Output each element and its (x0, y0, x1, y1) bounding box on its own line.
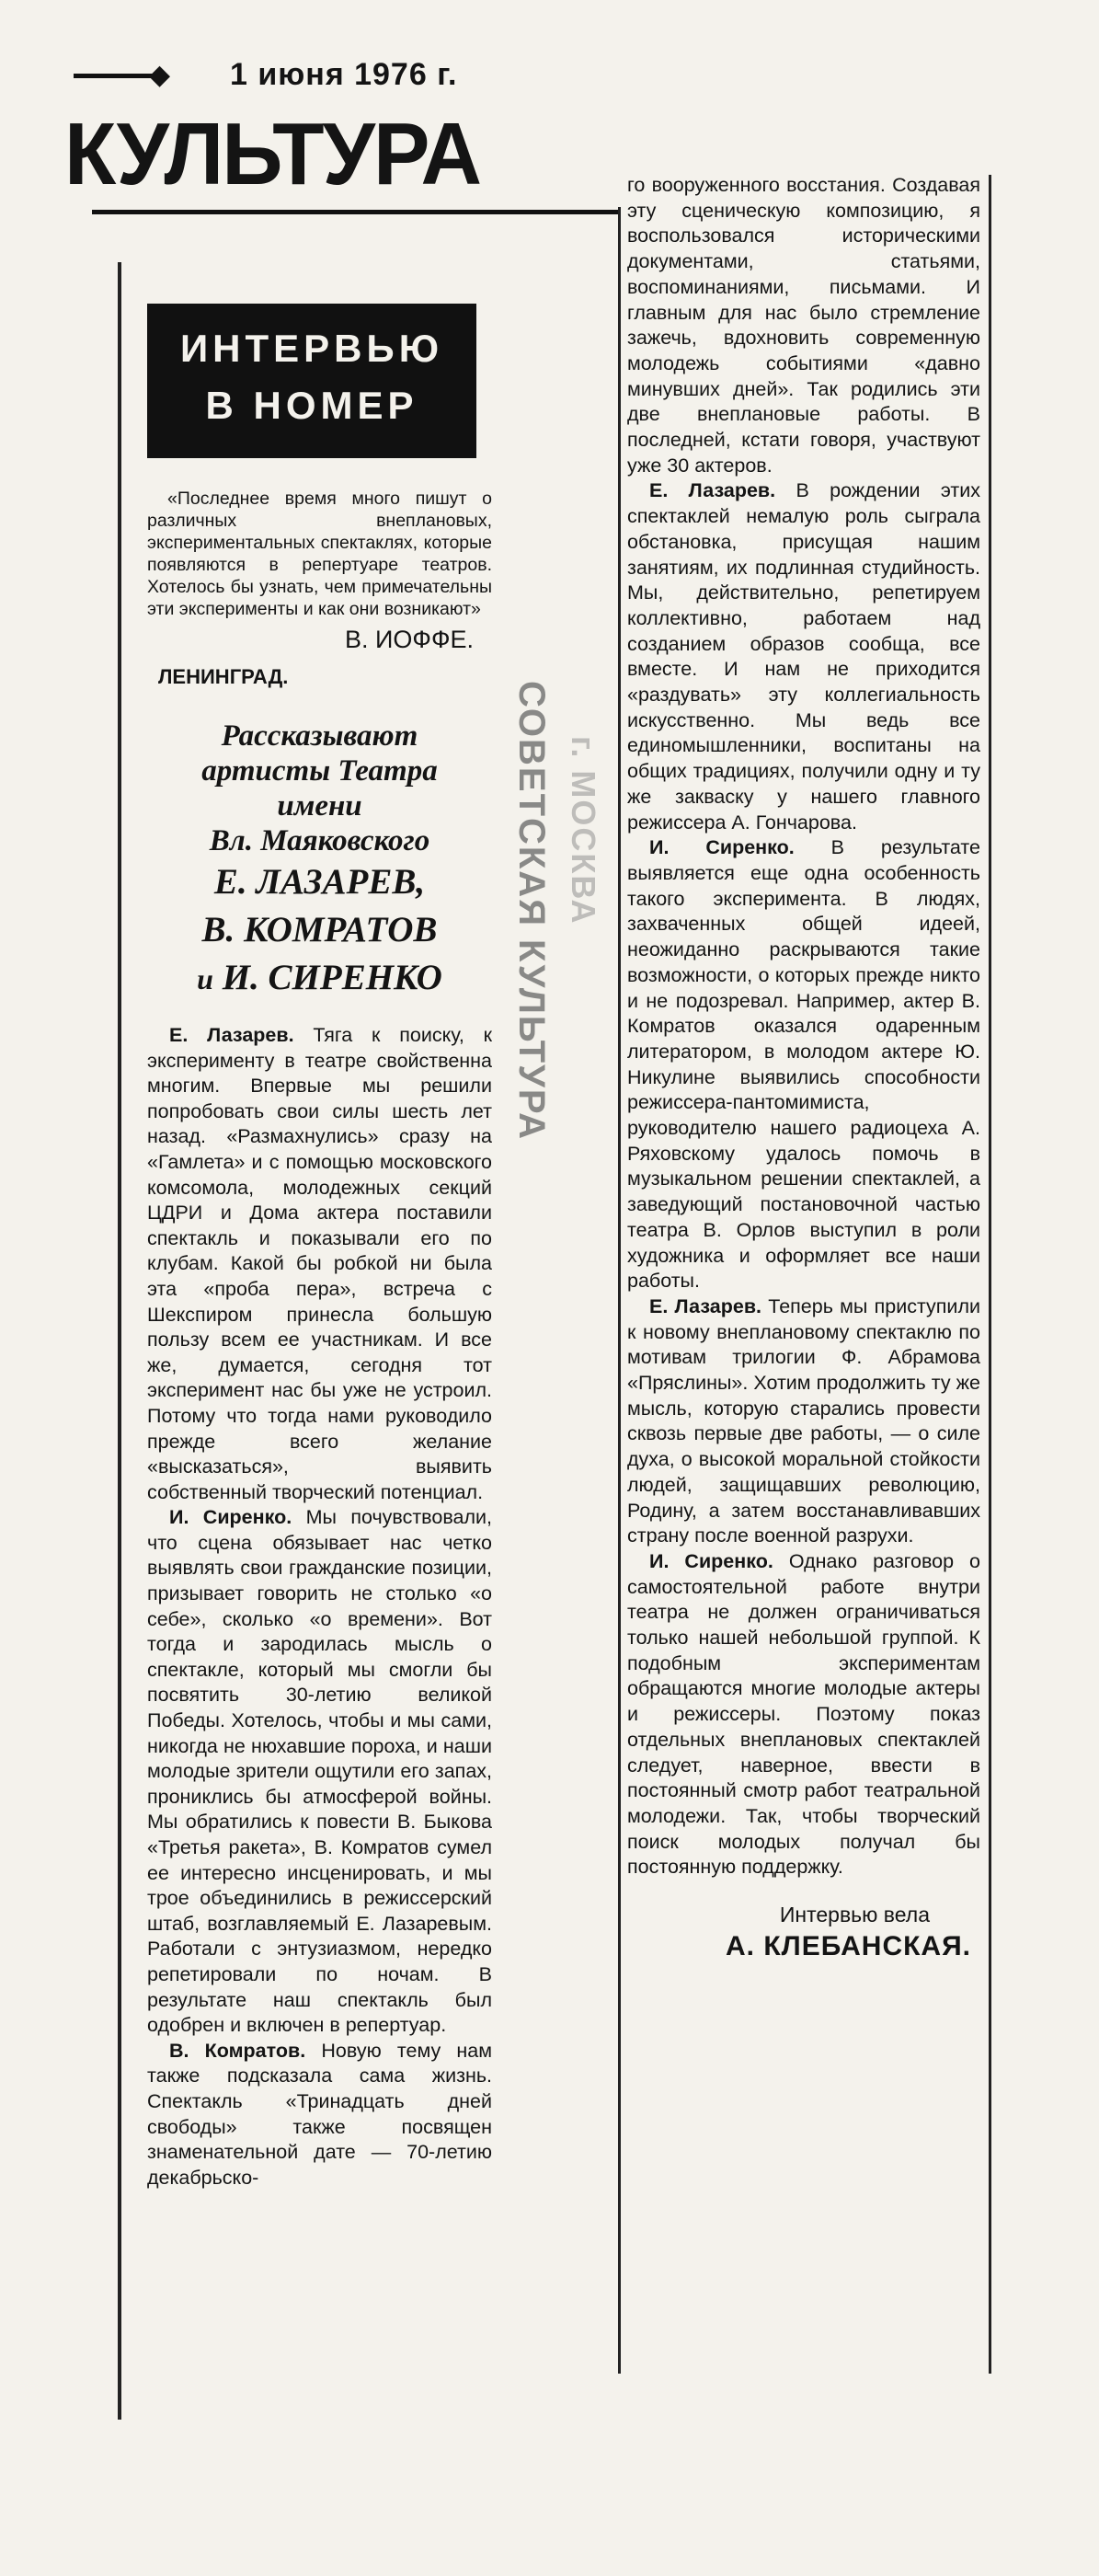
paragraph-text: го вооруженного восстания. Создавая эту сценическую композицию, я воспользовался историческими документами, статьями, воспоминаниями, письмами. И главным для нас было стремление зажечь, вдохновить современную молодежь событиями «давно минувших дней». Так родились эти две внеплановые работы. В последней, кстати говоря, участвуют уже 30 актеров. (627, 174, 980, 477)
author-name: И. СИРЕНКО (222, 958, 442, 997)
paragraph (627, 1294, 980, 1549)
speaker: Е. Лазарев. (169, 1024, 294, 1046)
author-name-row (147, 954, 492, 1003)
paragraph-text: В результате выявляется еще одна особенность такого эксперимента. В людях, захваченных общей идеей, неожиданно раскрываются такие возможности, о которых прежде никто и не подозревал. Например, актер В. Комратов оказался одаренным литератором, в молодом актере Ю. Никулине выявились способности режиссера-пантомимиста, руководителю нашего радиоцеха А. Ряховскому удалось помочь в музыкальном решении спектаклей, а заведующий постановочной частью театра В. Орлов выступил в роли художника и оформляет все наши работы. (627, 836, 980, 1293)
right-column-body (627, 173, 980, 1880)
paragraph-text: Тяга к поиску, к эксперименту в театре свойственна многим. Впервые мы решили попробовать свои силы шесть лет назад. «Размахнулись» сразу на «Гамлета» и с помощью московского комсомола, молодежных секций ЦДРИ и Дома актера поставили спектакль и показывали его по клубам. Какой бы робкой ни была эта «проба пера», встреча с Шекспиром принесла большую пользу всем ее участникам. И все же, думается, сегодня тот эксперимент нас бы уже не устроил. Потому что тогда нами руководило прежде всего желание «высказаться», выявить собственный творческий потенциал. (147, 1024, 492, 1503)
author-name: В. КОМРАТОВ (201, 910, 438, 949)
paragraph-text: В рождении этих спектаклей немалую роль сыграла обстановка, присущая нашим занятиям, их подлинная студийность. Мы, действительно, репетируем коллективно, работаем над созданием образов сообща, все вместе. И нам не приходится «раздувать» эту коллегиальность искусственно. Мы ведь все единомышленники, воспитаны на общих традициях, получили одну и ту же закваску у нашего главного режиссера А. Гончарова. (627, 479, 980, 834)
paragraph (147, 1023, 492, 1505)
intro-line: Рассказывают (221, 719, 418, 753)
intro-line: имени (277, 789, 362, 822)
reader-question: «Последнее время много пишут о различных внеплановых, экспериментальных спектаклях, которые появляются в репертуаре театров. Хотелось бы узнать, чем примечательны эти эксперименты и как они возникают» (147, 489, 492, 619)
speaker: В. Комратов. (169, 2039, 306, 2062)
stamp-city: г. МОСКВА (565, 736, 602, 926)
speaker: Е. Лазарев. (649, 1294, 762, 1317)
reader-city: ЛЕНИНГРАД. (158, 665, 289, 688)
speaker: И. Сиренко. (649, 836, 795, 859)
stamp-text: СОВЕТСКАЯ КУЛЬТУРА (511, 681, 552, 1141)
rubric-box-line-1: ИНТЕРВЬЮ (179, 327, 444, 370)
paragraph (147, 2039, 492, 2191)
paragraph-text: Новую тему нам также подсказала сама жизнь. Спектакль «Тринадцать дней свободы» также посвящен знаменательной дате — 70-летию декабрьско- (147, 2039, 493, 2189)
interview-rubric-box (147, 304, 476, 458)
paragraph (627, 478, 980, 835)
section-rubric: КУЛЬТУРА (64, 105, 481, 203)
speaker: Е. Лазарев. (649, 479, 776, 502)
intro-line: артисты Театра (201, 754, 438, 788)
intro-line: Вл. Маяковского (209, 824, 430, 857)
paragraph (627, 835, 980, 1294)
paragraph (147, 1505, 492, 2038)
paragraph-text: Теперь мы приступили к новому внеплановому спектаклю по мотивам трилогии Ф. Абрамова «Пряслины». Хотим продолжить ту же мысль, которую старались провести сквозь первые две работы, — о силе духа, о высокой моральной стойкости людей, защищавших революцию, Родину, а затем восстанавливавших страну после военной разрухи. (627, 1294, 980, 1547)
header-rule (74, 74, 156, 78)
left-column-body (147, 1023, 492, 2191)
rubric-rule (92, 210, 621, 214)
left-column-rule (118, 262, 121, 2420)
paragraph (627, 1549, 980, 1880)
article-intro (147, 719, 492, 1003)
library-stamp (511, 681, 607, 1159)
speaker: И. Сиренко. (169, 1506, 292, 1529)
date-header (74, 57, 506, 94)
diamond-ornament-icon: ◆ (149, 60, 171, 90)
signoff-label: Интервью вела (779, 1903, 930, 1927)
paragraph-text: Однако разговор о самостоятельной работе внутри театра не должен ограничиваться только нашей небольшой группой. К подобным экспериментам обращаются многие молодые актеры и режиссеры. Поэтому показ отдельных внеплановых спектаклей следует, наверное, ввести в постоянный смотр работ театральной молодежи. Так, чтобы творческий поиск молодых получал бы постоянную поддержку. (627, 1549, 981, 1879)
right-column (627, 173, 980, 1962)
author-name: Е. ЛАЗАРЕВ, (213, 862, 426, 902)
rubric-box-line-2: В НОМЕР (205, 384, 418, 427)
signoff (627, 1903, 980, 1962)
reader-signature: В. ИОФФЕ. (345, 626, 474, 653)
paragraph-text: Мы почувствовали, что сцена обязывает нас четко выявлять свои гражданские позиции, призывает говорить не столько «о себе», сколько «о времени». Вот тогда и зародилась мысль о спектакле, который мы смогли бы посвятить 30-летию великой Победы. Хотелось, чтобы и мы сами, никогда не нюхавшие пороха, и наши молодые зрители ощутили его запах, прониклись бы атмосферой войны. Мы обратились к повести В. Быкова «Третья ракета», В. Комратов сумел ее интересно инсценировать, и мы трое объединились в режиссерский штаб, возглавляемый Е. Лазаревым. Работали с энтузиазмом, нередко репетировали по ночам. В результате наш спектакль был одобрен и включен в репертуар. (147, 1506, 492, 2037)
column-divider-rule (618, 207, 621, 2374)
right-column-rule (989, 175, 991, 2374)
speaker: И. Сиренко. (649, 1549, 773, 1572)
signoff-name: А. КЛЕБАНСКАЯ. (726, 1931, 971, 1962)
issue-date: 1 июня 1976 г. (230, 57, 458, 92)
left-column (147, 304, 492, 2191)
conjunction: и (197, 962, 213, 995)
paragraph (627, 173, 980, 478)
